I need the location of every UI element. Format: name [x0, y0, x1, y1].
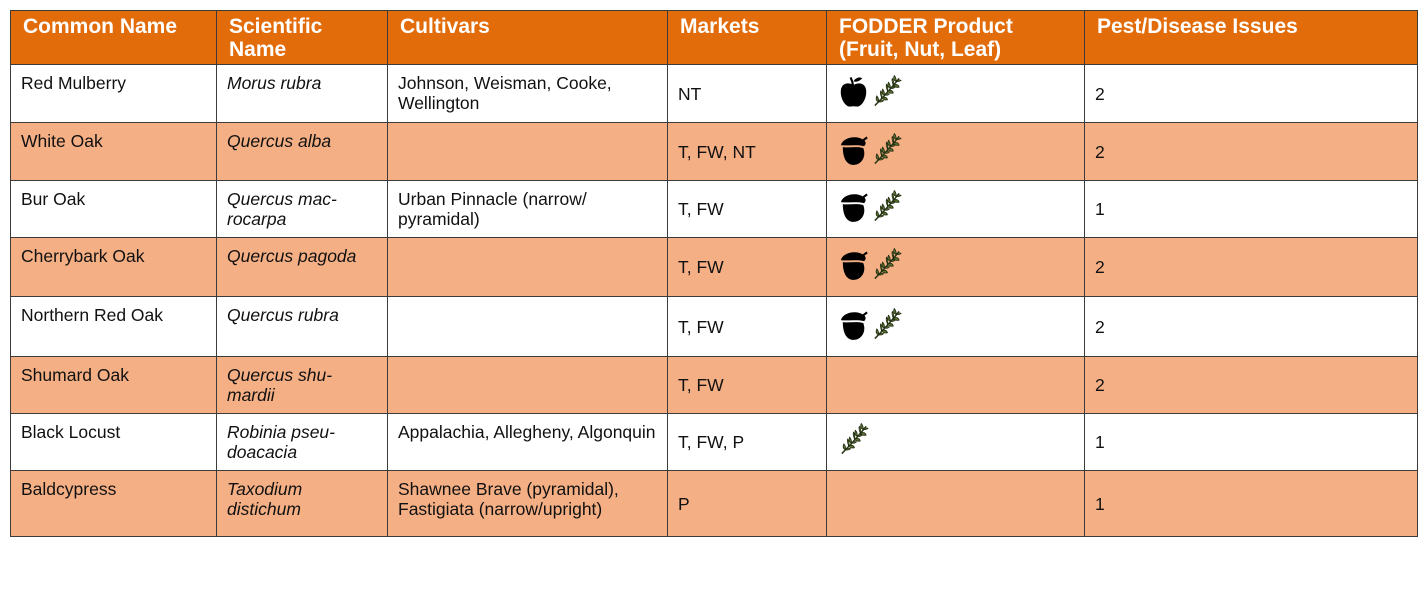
- table-row: [11, 297, 1418, 357]
- acorn-icon: [837, 248, 870, 282]
- markets-cell: P: [668, 471, 827, 537]
- header-pest-disease: Pest/Disease Issues: [1085, 11, 1418, 65]
- table-row: [11, 238, 1418, 297]
- pest-disease-cell: 2: [1085, 238, 1418, 297]
- common-name-cell: Black Locust: [11, 414, 217, 471]
- fodder-product-cell: [827, 414, 1085, 471]
- markets-cell: NT: [668, 65, 827, 123]
- scientific-name-cell: Robinia pseu-doacacia: [217, 414, 388, 471]
- scientific-name-cell: Morus rubra: [217, 65, 388, 123]
- scientific-name-cell: Quercus shu-mardii: [217, 357, 388, 414]
- pest-disease-cell: 1: [1085, 471, 1418, 537]
- header-fodder-product: FODDER Product (Fruit, Nut, Leaf): [827, 11, 1085, 65]
- markets-cell: T, FW: [668, 181, 827, 238]
- cultivars-cell: Urban Pinnacle (narrow/ pyramidal): [388, 181, 668, 238]
- scientific-name-cell: Quercus alba: [217, 123, 388, 181]
- cultivars-cell: Appalachia, Allegheny, Algonquin: [388, 414, 668, 471]
- leaf-icon: [870, 133, 903, 167]
- table-row: [11, 357, 1418, 414]
- table-row: [11, 471, 1418, 537]
- cultivars-cell: Johnson, Weisman, Cooke, Wellington: [388, 65, 668, 123]
- acorn-icon: [837, 308, 870, 342]
- header-markets: Markets: [668, 11, 827, 65]
- cultivars-cell: [388, 238, 668, 297]
- pest-disease-cell: 2: [1085, 123, 1418, 181]
- apple-icon: [837, 75, 870, 109]
- header-row: [11, 11, 1418, 65]
- scientific-name-cell: Taxodium distichum: [217, 471, 388, 537]
- fodder-product-cell: [827, 181, 1085, 238]
- markets-cell: T, FW, P: [668, 414, 827, 471]
- table-row: [11, 65, 1418, 123]
- table-row: [11, 123, 1418, 181]
- scientific-name-cell: Quercus rubra: [217, 297, 388, 357]
- leaf-icon: [870, 190, 903, 224]
- scientific-name-cell: Quercus mac-rocarpa: [217, 181, 388, 238]
- pest-disease-cell: 1: [1085, 181, 1418, 238]
- common-name-cell: Shumard Oak: [11, 357, 217, 414]
- common-name-cell: Baldcypress: [11, 471, 217, 537]
- fodder-product-cell: [827, 357, 1085, 414]
- table-row: [11, 414, 1418, 471]
- pest-disease-cell: 2: [1085, 297, 1418, 357]
- cultivars-cell: [388, 123, 668, 181]
- scientific-name-cell: Quercus pagoda: [217, 238, 388, 297]
- common-name-cell: Bur Oak: [11, 181, 217, 238]
- markets-cell: T, FW: [668, 357, 827, 414]
- header-scientific-name: Scientific Name: [217, 11, 388, 65]
- fodder-product-cell: [827, 471, 1085, 537]
- markets-cell: T, FW: [668, 238, 827, 297]
- common-name-cell: Cherrybark Oak: [11, 238, 217, 297]
- markets-cell: T, FW, NT: [668, 123, 827, 181]
- pest-disease-cell: 2: [1085, 65, 1418, 123]
- leaf-icon: [870, 248, 903, 282]
- acorn-icon: [837, 190, 870, 224]
- common-name-cell: Northern Red Oak: [11, 297, 217, 357]
- header-common-name: Common Name: [11, 11, 217, 65]
- fodder-product-cell: [827, 238, 1085, 297]
- header-cultivars: Cultivars: [388, 11, 668, 65]
- pest-disease-cell: 1: [1085, 414, 1418, 471]
- cultivars-cell: [388, 357, 668, 414]
- table-row: [11, 181, 1418, 238]
- fodder-product-cell: [827, 65, 1085, 123]
- leaf-icon: [837, 423, 870, 457]
- fodder-product-cell: [827, 297, 1085, 357]
- common-name-cell: Red Mulberry: [11, 65, 217, 123]
- acorn-icon: [837, 133, 870, 167]
- fodder-species-table: [10, 10, 1418, 537]
- markets-cell: T, FW: [668, 297, 827, 357]
- pest-disease-cell: 2: [1085, 357, 1418, 414]
- leaf-icon: [870, 308, 903, 342]
- fodder-product-cell: [827, 123, 1085, 181]
- leaf-icon: [870, 75, 903, 109]
- cultivars-cell: Shawnee Brave (pyramidal), Fastigiata (narrow/upright): [388, 471, 668, 537]
- cultivars-cell: [388, 297, 668, 357]
- common-name-cell: White Oak: [11, 123, 217, 181]
